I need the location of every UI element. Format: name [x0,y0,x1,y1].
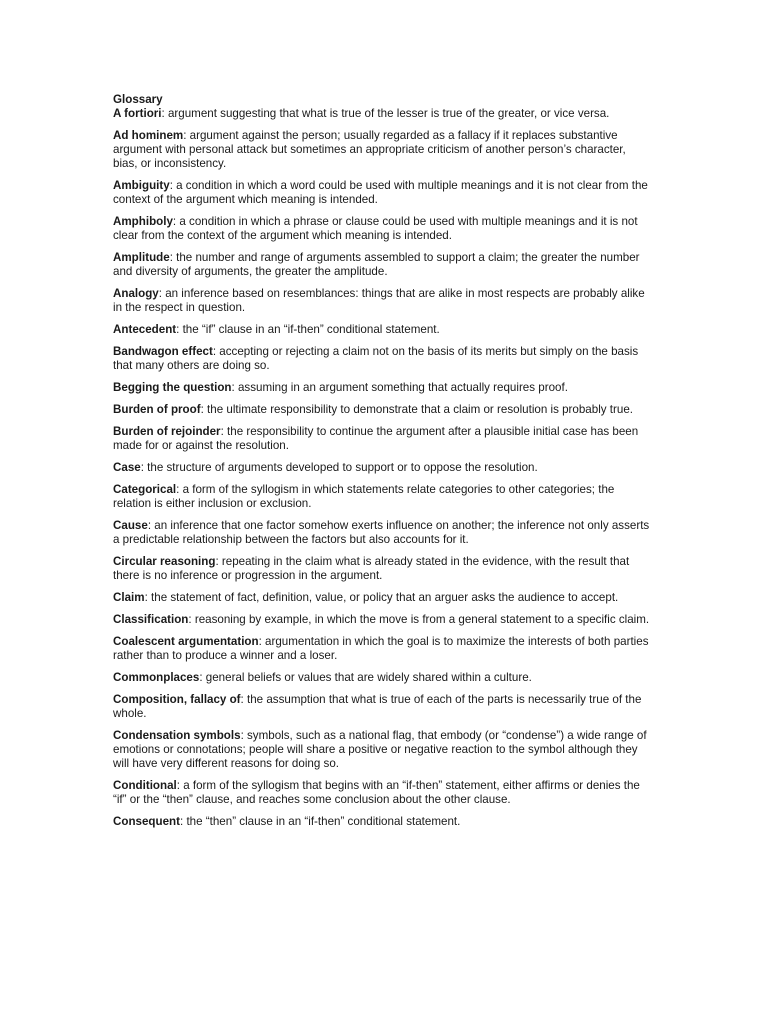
glossary-term: Circular reasoning [113,555,216,568]
glossary-term: Conditional [113,779,177,792]
glossary-entries [113,107,653,829]
glossary-definition: : the ultimate responsibility to demonstrate that a claim or resolution is probably true. [200,403,633,416]
glossary-entry [113,483,653,511]
glossary-entry [113,179,653,207]
glossary-term: Antecedent [113,323,177,336]
glossary-entry [113,107,653,121]
glossary-term: Consequent [113,815,180,828]
glossary-definition: : the “then” clause in an “if-then” conditional statement. [180,815,461,828]
glossary-definition: : symbols, such as a national flag, that embody (or “condense”) a wide range of emotions or connotations; people will share a positive or negative reaction to the symbol although they will have very different reasons for doing so. [113,729,647,770]
glossary-heading: Glossary [113,93,163,106]
glossary-term: Ambiguity [113,179,170,192]
glossary-term: Amplitude [113,251,170,264]
glossary-page [113,93,653,837]
glossary-definition: : argumentation in which the goal is to maximize the interests of both parties rather than to produce a winner and a loser. [113,635,649,662]
glossary-definition: : reasoning by example, in which the move is from a general statement to a specific claim. [188,613,650,626]
glossary-definition: : an inference that one factor somehow exerts influence on another; the inference not only asserts a predictable relationship between the factors but also accounts for it. [113,519,650,546]
glossary-term: Begging the question [113,381,232,394]
glossary-term: Ad hominem [113,129,184,142]
glossary-term: Bandwagon effect [113,345,213,358]
glossary-definition: : the assumption that what is true of each of the parts is necessarily true of the whole. [113,693,642,720]
glossary-term: Amphiboly [113,215,173,228]
glossary-definition: : general beliefs or values that are widely shared within a culture. [199,671,532,684]
glossary-definition: : repeating in the claim what is already stated in the evidence, with the result that there is no inference or progression in the argument. [113,555,630,582]
glossary-definition: : a form of the syllogism in which statements relate categories to other categories; the relation is either inclusion or exclusion. [113,483,615,510]
glossary-definition: : a condition in which a word could be used with multiple meanings and it is not clear from the context of the argument which meaning is intended. [113,179,648,206]
glossary-entry [113,591,653,605]
glossary-definition: : the statement of fact, definition, value, or policy that an arguer asks the audience to accept. [144,591,619,604]
glossary-entry [113,693,653,721]
glossary-definition: : argument against the person; usually regarded as a fallacy if it replaces substantive argument with personal attack but sometimes an appropriate criticism of another person’s character, bias, or inconsistency. [113,129,626,170]
glossary-entry [113,381,653,395]
glossary-term: Composition, fallacy of [113,693,241,706]
glossary-entry [113,129,653,171]
glossary-entry [113,671,653,685]
glossary-definition: : argument suggesting that what is true of the lesser is true of the greater, or vice versa. [161,107,610,120]
glossary-term: Cause [113,519,148,532]
glossary-entry [113,613,653,627]
glossary-entry [113,461,653,475]
glossary-definition: : a condition in which a phrase or clause could be used with multiple meanings and it is not clear from the context of the argument which meaning is intended. [113,215,638,242]
glossary-definition: : a form of the syllogism that begins with an “if-then” statement, either affirms or denies the “if” or the “then” clause, and reaches some conclusion about the other clause. [113,779,640,806]
glossary-term: Classification [113,613,189,626]
glossary-entry [113,403,653,417]
glossary-term: Coalescent argumentation [113,635,259,648]
glossary-entry [113,555,653,583]
glossary-term: A fortiori [113,107,162,120]
glossary-entry [113,519,653,547]
glossary-term: Burden of proof [113,403,201,416]
glossary-entry [113,323,653,337]
glossary-term: Burden of rejoinder [113,425,221,438]
glossary-definition: : assuming in an argument something that actually requires proof. [231,381,568,394]
glossary-entry [113,815,653,829]
glossary-entry [113,345,653,373]
glossary-definition: : accepting or rejecting a claim not on the basis of its merits but simply on the basis that many others are doing so. [113,345,639,372]
glossary-definition: : the “if” clause in an “if-then” conditional statement. [176,323,440,336]
glossary-entry [113,287,653,315]
glossary-entry [113,779,653,807]
glossary-term: Analogy [113,287,159,300]
glossary-term: Condensation symbols [113,729,241,742]
glossary-term: Commonplaces [113,671,200,684]
glossary-definition: : an inference based on resemblances: things that are alike in most respects are probably alike in the respect in question. [113,287,645,314]
glossary-definition: : the structure of arguments developed to support or to oppose the resolution. [140,461,538,474]
glossary-term: Claim [113,591,145,604]
glossary-entry [113,425,653,453]
glossary-term: Categorical [113,483,177,496]
glossary-definition: : the responsibility to continue the argument after a plausible initial case has been made for or against the resolution. [113,425,639,452]
glossary-entry [113,729,653,771]
glossary-entry [113,251,653,279]
glossary-entry [113,215,653,243]
glossary-entry [113,635,653,663]
glossary-term: Case [113,461,141,474]
glossary-definition: : the number and range of arguments assembled to support a claim; the greater the number and diversity of arguments, the greater the amplitude. [113,251,640,278]
